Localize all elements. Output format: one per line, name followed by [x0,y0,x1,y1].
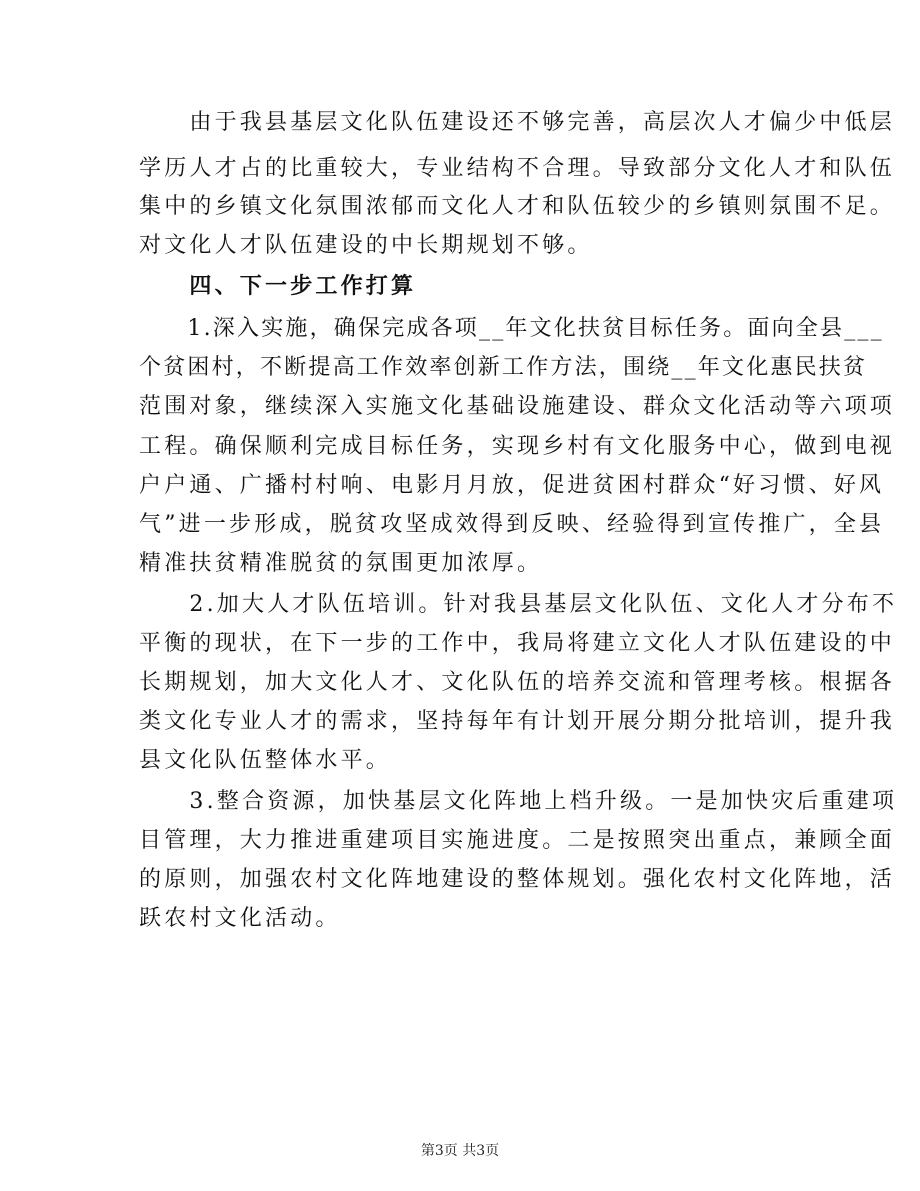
paragraph-line: 3.整合资源，加快基层文化阵地上档升级。一是加快灾后重建项 [139,789,898,814]
paragraph-line: 工程。确保顺利完成目标任务，实现乡村有文化服务中心，做到电视 [139,434,896,459]
paragraph-line: 跃农村文化活动。 [139,906,341,931]
paragraph-line: 由于我县基层文化队伍建设还不够完善，高层次人才偏少中低层 [139,110,896,135]
paragraph-line: 1.深入实施，确保完成各项__年文化扶贫目标任务。面向全县___ [139,316,884,341]
paragraph-line: 范围对象，继续深入实施文化基础设施建设、群众文化活动等六项项 [139,394,896,419]
paragraph-line: 户户通、广播村村响、电影月月放，促进贫困村群众“好习惯、好风 [139,473,885,498]
paragraph-line: 精准扶贫精准脱贫的氛围更加浓厚。 [139,551,543,576]
paragraph-line: 学历人才占的比重较大，专业结构不合理。导致部分文化人才和队伍 [139,156,896,181]
paragraph-line: 气”进一步形成，脱贫攻坚成效得到反映、经验得到宣传推广，全县 [139,512,885,537]
paragraph-line: 类文化专业人才的需求，坚持每年有计划开展分期分批培训，提升我 [139,709,896,734]
paragraph-line: 集中的乡镇文化氛围浓郁而文化人才和队伍较少的乡镇则氛围不足。 [139,194,896,219]
paragraph-line: 长期规划，加大文化人才、文化队伍的培养交流和管理考核。根据各 [139,670,896,695]
section-heading: 四、下一步工作打算 [139,273,417,299]
paragraph-line: 个贫困村，不断提高工作效率创新工作方法，围绕__年文化惠民扶贫 [139,355,868,380]
paragraph-line: 县文化队伍整体水平。 [139,748,392,773]
paragraph-line: 平衡的现状，在下一步的工作中，我局将建立文化人才队伍建设的中 [139,631,896,656]
paragraph-line: 的原则，加强农村文化阵地建设的整体规划。强化农村文化阵地，活 [139,867,896,892]
paragraph-line: 2.加大人才队伍培训。针对我县基层文化队伍、文化人才分布不 [139,592,898,617]
paragraph-line: 对文化人才队伍建设的中长期规划不够。 [139,233,593,258]
page-number-footer: 第3页 共3页 [420,1143,500,1159]
paragraph-line: 目管理，大力推进重建项目实施进度。二是按照突出重点，兼顾全面 [139,828,896,853]
